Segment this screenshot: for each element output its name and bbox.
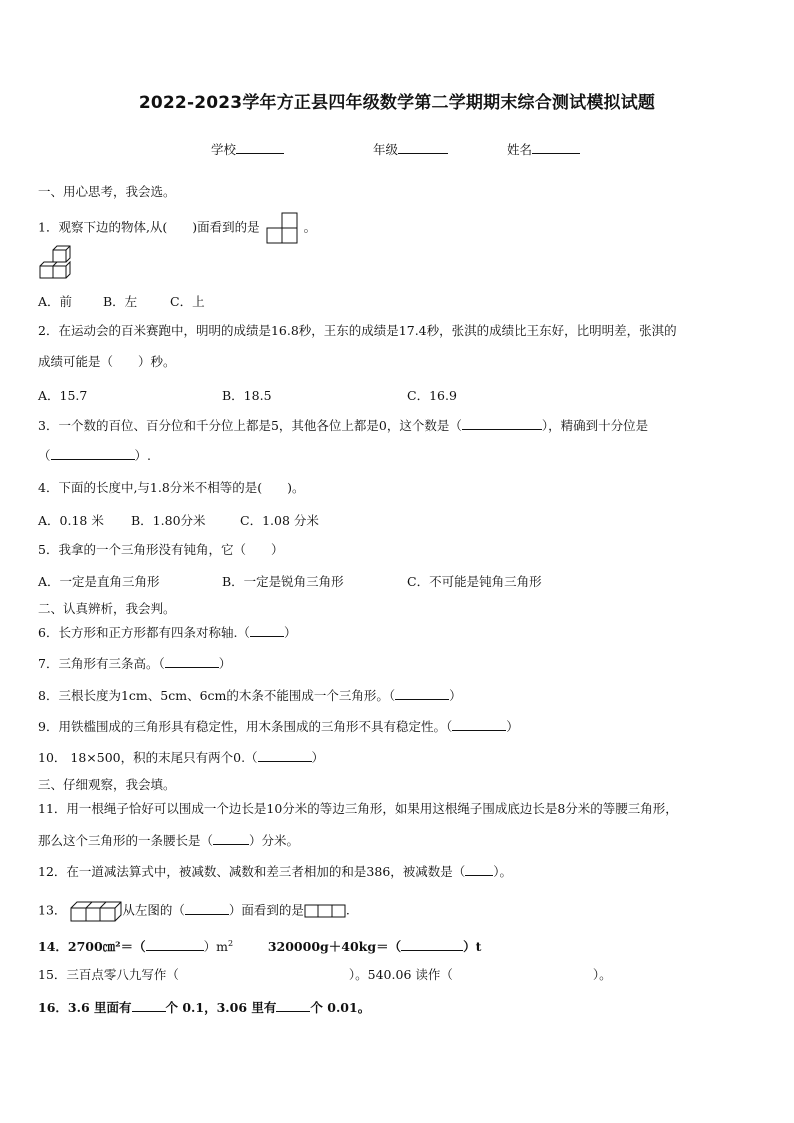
question-14: [38, 936, 481, 955]
three-square-view-figure: [304, 904, 346, 918]
grade-blank[interactable]: [398, 141, 448, 154]
cube-stack-figure: [38, 244, 74, 280]
question-4: 4．下面的长度中,与1.8分米不相等的是( )。: [38, 480, 305, 495]
grade-field: [373, 140, 448, 158]
question-4-option-c[interactable]: C．1.08 分米: [240, 513, 319, 528]
question-3-blank-1[interactable]: [462, 417, 542, 430]
question-11-text: 那么这个三角形的一条腰长是（: [38, 833, 214, 848]
question-2-option-b[interactable]: B．18.5: [222, 388, 272, 403]
question-12: [38, 863, 512, 880]
question-2-option-a[interactable]: A．15.7: [38, 388, 88, 403]
question-9-blank[interactable]: [452, 718, 506, 731]
question-2-option-c[interactable]: C．16.9: [407, 388, 457, 403]
question-4-option-a[interactable]: A．0.18 米: [38, 513, 104, 528]
question-5-option-a[interactable]: A．一定是直角三角形: [38, 574, 160, 589]
question-4-option-b[interactable]: B．1.80分米: [131, 513, 206, 528]
section-3-heading: 三、仔细观察，我会填。: [38, 777, 176, 792]
question-3-blank-2[interactable]: [51, 447, 135, 460]
question-10-blank[interactable]: [258, 749, 312, 762]
school-field: [211, 140, 284, 158]
question-15-text-a: 15．三百点零八九写作（: [38, 967, 179, 982]
question-14-superscript: 2: [228, 939, 234, 948]
question-3-text-c: （: [38, 448, 51, 463]
question-12-end: ）。: [493, 864, 513, 879]
question-11-end: ）分米。: [249, 833, 300, 848]
question-9-end: ）: [506, 719, 519, 734]
question-11-line-2: [38, 832, 299, 849]
question-5: 5．我拿的一个三角形没有钝角，它（ ）: [38, 542, 284, 557]
question-16-text-c: 个 0.01。: [310, 1000, 371, 1015]
question-13-text: 从左图的（: [122, 902, 185, 918]
question-3-text-a: 3．一个数的百位、百分位和千分位上都是5，其他各位上都是0，这个数是（: [38, 418, 462, 433]
page-title: 2022-2023学年方正县四年级数学第二学期期末综合测试模拟试题: [138, 93, 656, 113]
question-3-text-d: ）.: [134, 448, 151, 463]
question-12-blank[interactable]: [465, 863, 493, 876]
question-14-text-a: 14．2700㎝²＝（: [38, 939, 146, 955]
name-blank[interactable]: [532, 141, 580, 154]
question-9-text: 9．用铁槛围成的三角形具有稳定性，用木条围成的三角形不具有稳定性。（: [38, 719, 453, 734]
question-7: [38, 655, 231, 672]
name-label: 姓名: [507, 142, 533, 157]
question-14-text-b: ）m: [203, 939, 229, 955]
question-1-option-a[interactable]: A．前: [38, 294, 73, 309]
grade-label: 年级: [373, 142, 399, 157]
question-5-option-c[interactable]: C．不可能是钝角三角形: [407, 574, 542, 589]
question-2-line-1: 2．在运动会的百米赛跑中，明明的成绩是16.8秒，王东的成绩是17.4秒，张淇的成绩比王东好，比明明差，张淇的: [38, 323, 677, 338]
section-2-heading: 二、认真辨析，我会判。: [38, 601, 176, 616]
question-1-end: 。: [303, 219, 317, 235]
question-3-line-1: [38, 417, 648, 434]
question-15-text-c: ）。: [592, 967, 612, 982]
question-6-text: 6．长方形和正方形都有四条对称轴.（: [38, 625, 250, 640]
question-13-blank[interactable]: [185, 902, 229, 915]
question-10-end: ）: [311, 750, 325, 765]
question-13-end: .: [345, 902, 350, 918]
question-3-line-2: [38, 447, 151, 464]
question-1-option-b[interactable]: B．左: [103, 294, 138, 309]
question-8-blank[interactable]: [395, 687, 449, 700]
top-view-figure: [266, 212, 298, 244]
question-10: [38, 749, 324, 766]
question-13-number: 13．: [38, 902, 67, 918]
question-5-option-b[interactable]: B．一定是锐角三角形: [222, 574, 344, 589]
question-6-end: ）: [283, 625, 297, 640]
question-3-text-b: ），精确到十分位是: [541, 418, 649, 433]
section-1-heading: 一、用心思考，我会选。: [38, 184, 176, 199]
question-7-text: 7．三角形有三条高。（: [38, 656, 165, 671]
question-8-end: ）: [449, 688, 462, 703]
question-14-text-d: ）t: [463, 939, 482, 955]
question-1: [38, 212, 316, 244]
question-1-text: 1．观察下边的物体,从( )面看到的是: [38, 219, 260, 235]
question-15-text-b: ）。540.06 读作（: [348, 967, 453, 982]
question-1-option-c[interactable]: C．上: [170, 294, 205, 309]
question-7-end: ）: [218, 656, 232, 671]
school-blank[interactable]: [236, 141, 284, 154]
question-11-line-1: 11．用一根绳子恰好可以围成一个边长是10分米的等边三角形，如果用这根绳子围成底边长是8分米的等腰三角形，: [38, 801, 678, 816]
question-16-blank-1[interactable]: [132, 999, 166, 1012]
question-13-text-b: ）面看到的是: [228, 902, 304, 918]
question-8: [38, 687, 462, 704]
question-14-blank-2[interactable]: [401, 938, 463, 951]
question-2-line-2: 成绩可能是（ ）秒。: [38, 354, 176, 369]
question-6: [38, 624, 296, 641]
question-16-blank-2[interactable]: [276, 999, 310, 1012]
name-field: [507, 140, 580, 158]
question-6-blank[interactable]: [250, 624, 284, 637]
question-15: [38, 967, 612, 983]
question-9: [38, 718, 519, 735]
question-10-text: 10． 18×500，积的末尾只有两个0.（: [38, 750, 258, 765]
question-14-blank-1[interactable]: [146, 938, 204, 951]
question-16-text-a: 16．3.6 里面有: [38, 1000, 132, 1015]
question-16-text-b: 个 0.1，3.06 里有: [165, 1000, 277, 1015]
question-16: [38, 999, 370, 1016]
question-8-text: 8．三根长度为1cm、5cm、6cm的木条不能围成一个三角形。（: [38, 688, 396, 703]
box-row-figure: [70, 900, 122, 922]
school-label: 学校: [211, 142, 237, 157]
question-7-blank[interactable]: [165, 655, 219, 668]
question-12-text: 12．在一道减法算式中，被减数、减数和差三者相加的和是386，被减数是（: [38, 864, 466, 879]
question-14-text-c: 320000g＋40kg＝（: [267, 939, 402, 955]
question-11-blank[interactable]: [213, 832, 249, 845]
question-13: [38, 900, 350, 922]
